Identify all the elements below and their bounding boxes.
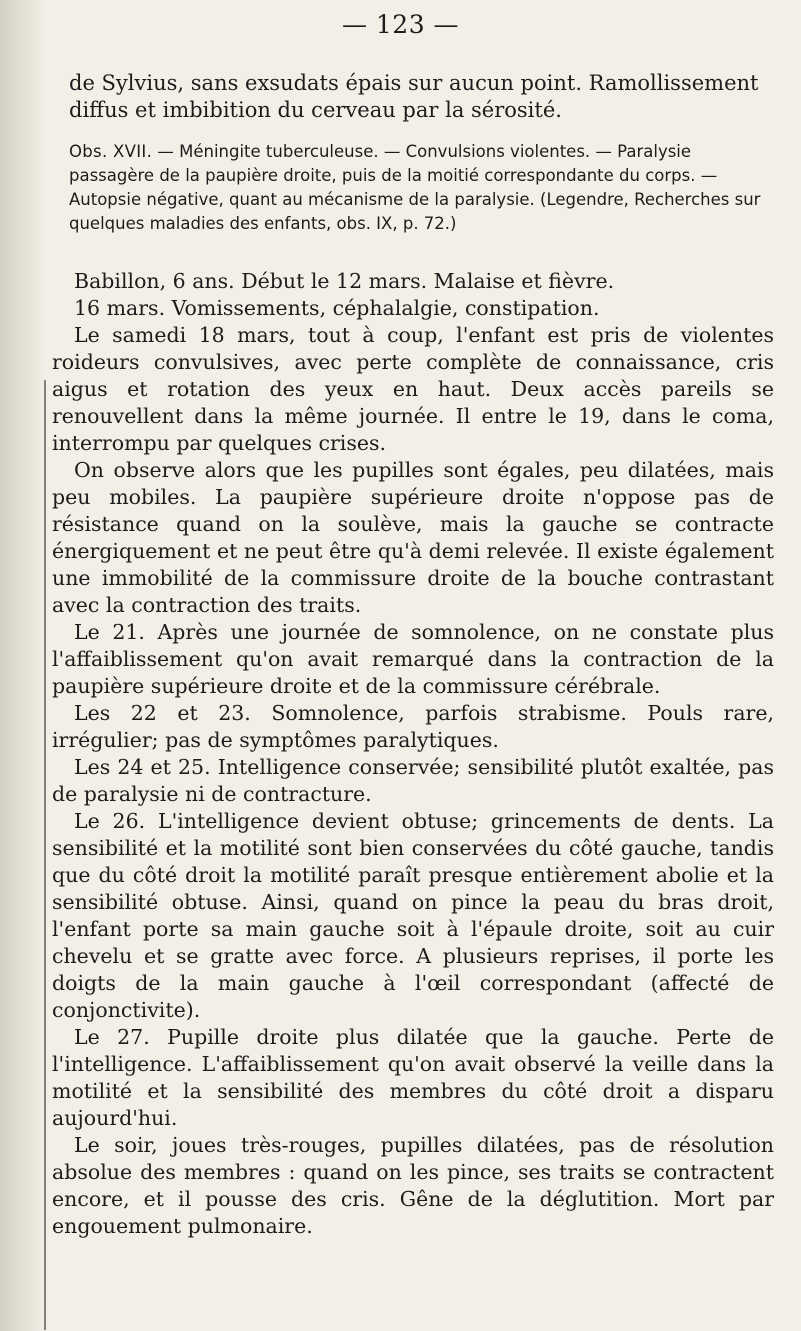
case-paragraph: Le samedi 18 mars, tout à coup, l'enfant est pris de violentes roideurs convulsives, avec perte complète de connaissance, cris aigus et rotation des yeux en haut. Deux accès pareils se renouvellent dans la même journée. Il entre le 19, dans le coma, interrompu par quelques crises.	[52, 323, 774, 455]
case-paragraph: Le 27. Pupille droite plus dilatée que la gauche. Perte de l'intelligence. L'affaiblissement qu'on avait observé la veille dans la motilité et la sensibilité des membres du côté droit a disparu aujourd'hui.	[52, 1025, 774, 1130]
case-paragraph: Le soir, joues très-rouges, pupilles dilatées, pas de résolution absolue des membres : quand on les pince, ses traits se contractent encore, et il pousse des cris. Gêne de la déglutition. Mort par engouement pulmonaire.	[52, 1133, 774, 1238]
case-paragraph: Le 21. Après une journée de somnolence, on ne constate plus l'affaiblissement qu'on avait remarqué dans la contraction de la paupière supérieure droite et de la commissure cérébrale.	[52, 620, 774, 698]
intro-paragraph: de Sylvius, sans exsudats épais sur aucun point. Ramollissement diffus et imbibition du cerveau par la sérosité.	[69, 71, 759, 122]
case-paragraph: 16 mars. Vomissements, céphalalgie, constipation.	[74, 296, 600, 320]
case-report	[52, 268, 774, 1240]
case-paragraph: On observe alors que les pupilles sont égales, peu dilatées, mais peu mobiles. La paupière supérieure droite n'oppose pas de résistance quand on la soulève, mais la gauche se contracte énergiquement et ne peut être qu'à demi relevée. Il existe également une immobilité de la commissure droite de la bouche contrastant avec la contraction des traits.	[52, 458, 774, 617]
page-number: — 123 —	[341, 10, 460, 39]
page-edge-line	[44, 380, 46, 1330]
case-paragraph: Les 22 et 23. Somnolence, parfois strabisme. Pouls rare, irrégulier; pas de symptômes paralytiques.	[52, 701, 774, 752]
case-paragraph: Babillon, 6 ans. Début le 12 mars. Malaise et fièvre.	[74, 269, 615, 293]
observation-label: Obs. XVII.	[69, 142, 153, 161]
observation-heading	[69, 140, 771, 236]
observation-summary: — Méningite tuberculeuse. — Convulsions violentes. — Paralysie passagère de la paupière droite, puis de la moitié correspondante du corps. — Autopsie négative, quant au mécanisme de la paralysie. (Legendre, Recherches sur quelques maladies des enfants, obs. IX, p. 72.)	[69, 142, 761, 233]
case-paragraph: Les 24 et 25. Intelligence conservée; sensibilité plutôt exaltée, pas de paralysie ni de contracture.	[52, 755, 774, 806]
binding-shadow	[0, 0, 46, 1331]
case-paragraph: Le 26. L'intelligence devient obtuse; grincements de dents. La sensibilité et la motilité sont bien conservées du côté gauche, tandis que du côté droit la motilité paraît presque entièrement abolie et la sensibilité obtuse. Ainsi, quand on pince la peau du bras droit, l'enfant porte sa main gauche soit à l'épaule droite, soit au cuir chevelu et se gratte avec force. A plusieurs reprises, il porte les doigts de la main gauche à l'œil correspondant (affecté de conjonctivite).	[52, 809, 774, 1022]
